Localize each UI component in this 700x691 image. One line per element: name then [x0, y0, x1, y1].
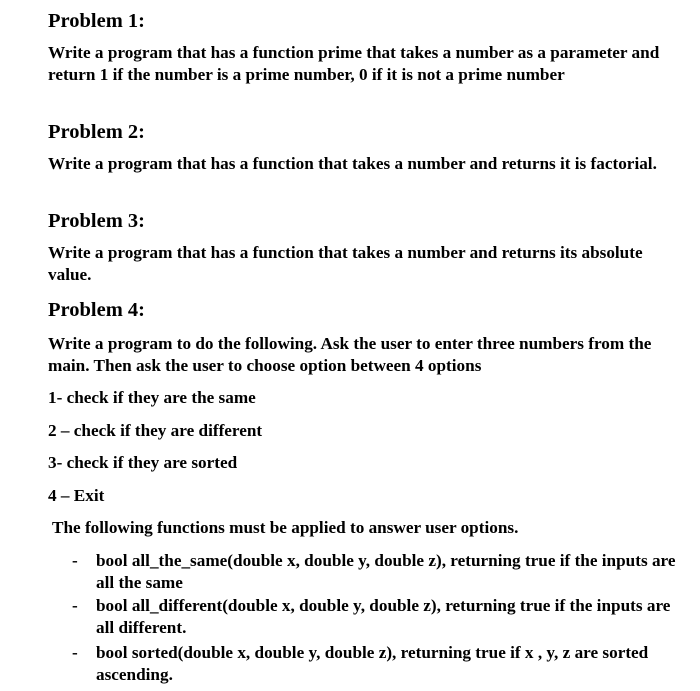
problem-3-text: Write a program that has a function that takes a number and returns its absolute value.: [48, 243, 643, 284]
bullet-dash: -: [72, 643, 78, 662]
problem-2-title: Problem 2:: [48, 121, 145, 143]
function-all-different: bool all_different(double x, double y, double z), returning true if the inputs are all different.: [96, 596, 671, 637]
problem-2-text: Write a program that has a function that takes a number and returns it is factorial.: [48, 154, 657, 173]
option-4: 4 – Exit: [48, 486, 105, 505]
problem-1-text: Write a program that has a function prime that takes a number as a parameter and return 1 if the number is a prime number, 0 if it is not a prime number: [48, 43, 660, 84]
option-1: 1- check if they are the same: [48, 388, 256, 407]
function-sorted: bool sorted(double x, double y, double z), returning true if x , y, z are sorted ascending.: [96, 643, 649, 684]
option-3: 3- check if they are sorted: [48, 453, 238, 472]
problem-4-text: Write a program to do the following. Ask the user to enter three numbers from the main. Then ask the user to choose option between 4 options: [48, 334, 652, 375]
bullet-dash: -: [72, 596, 78, 615]
problem-4-title: Problem 4:: [48, 299, 145, 321]
functions-intro: The following functions must be applied to answer user options.: [52, 518, 519, 537]
function-all-the-same: bool all_the_same(double x, double y, double z), returning true if the inputs are all the same: [96, 551, 676, 592]
problem-1-title: Problem 1:: [48, 10, 145, 32]
problem-3-title: Problem 3:: [48, 210, 145, 232]
option-2: 2 – check if they are different: [48, 421, 263, 440]
bullet-dash: -: [72, 551, 78, 570]
